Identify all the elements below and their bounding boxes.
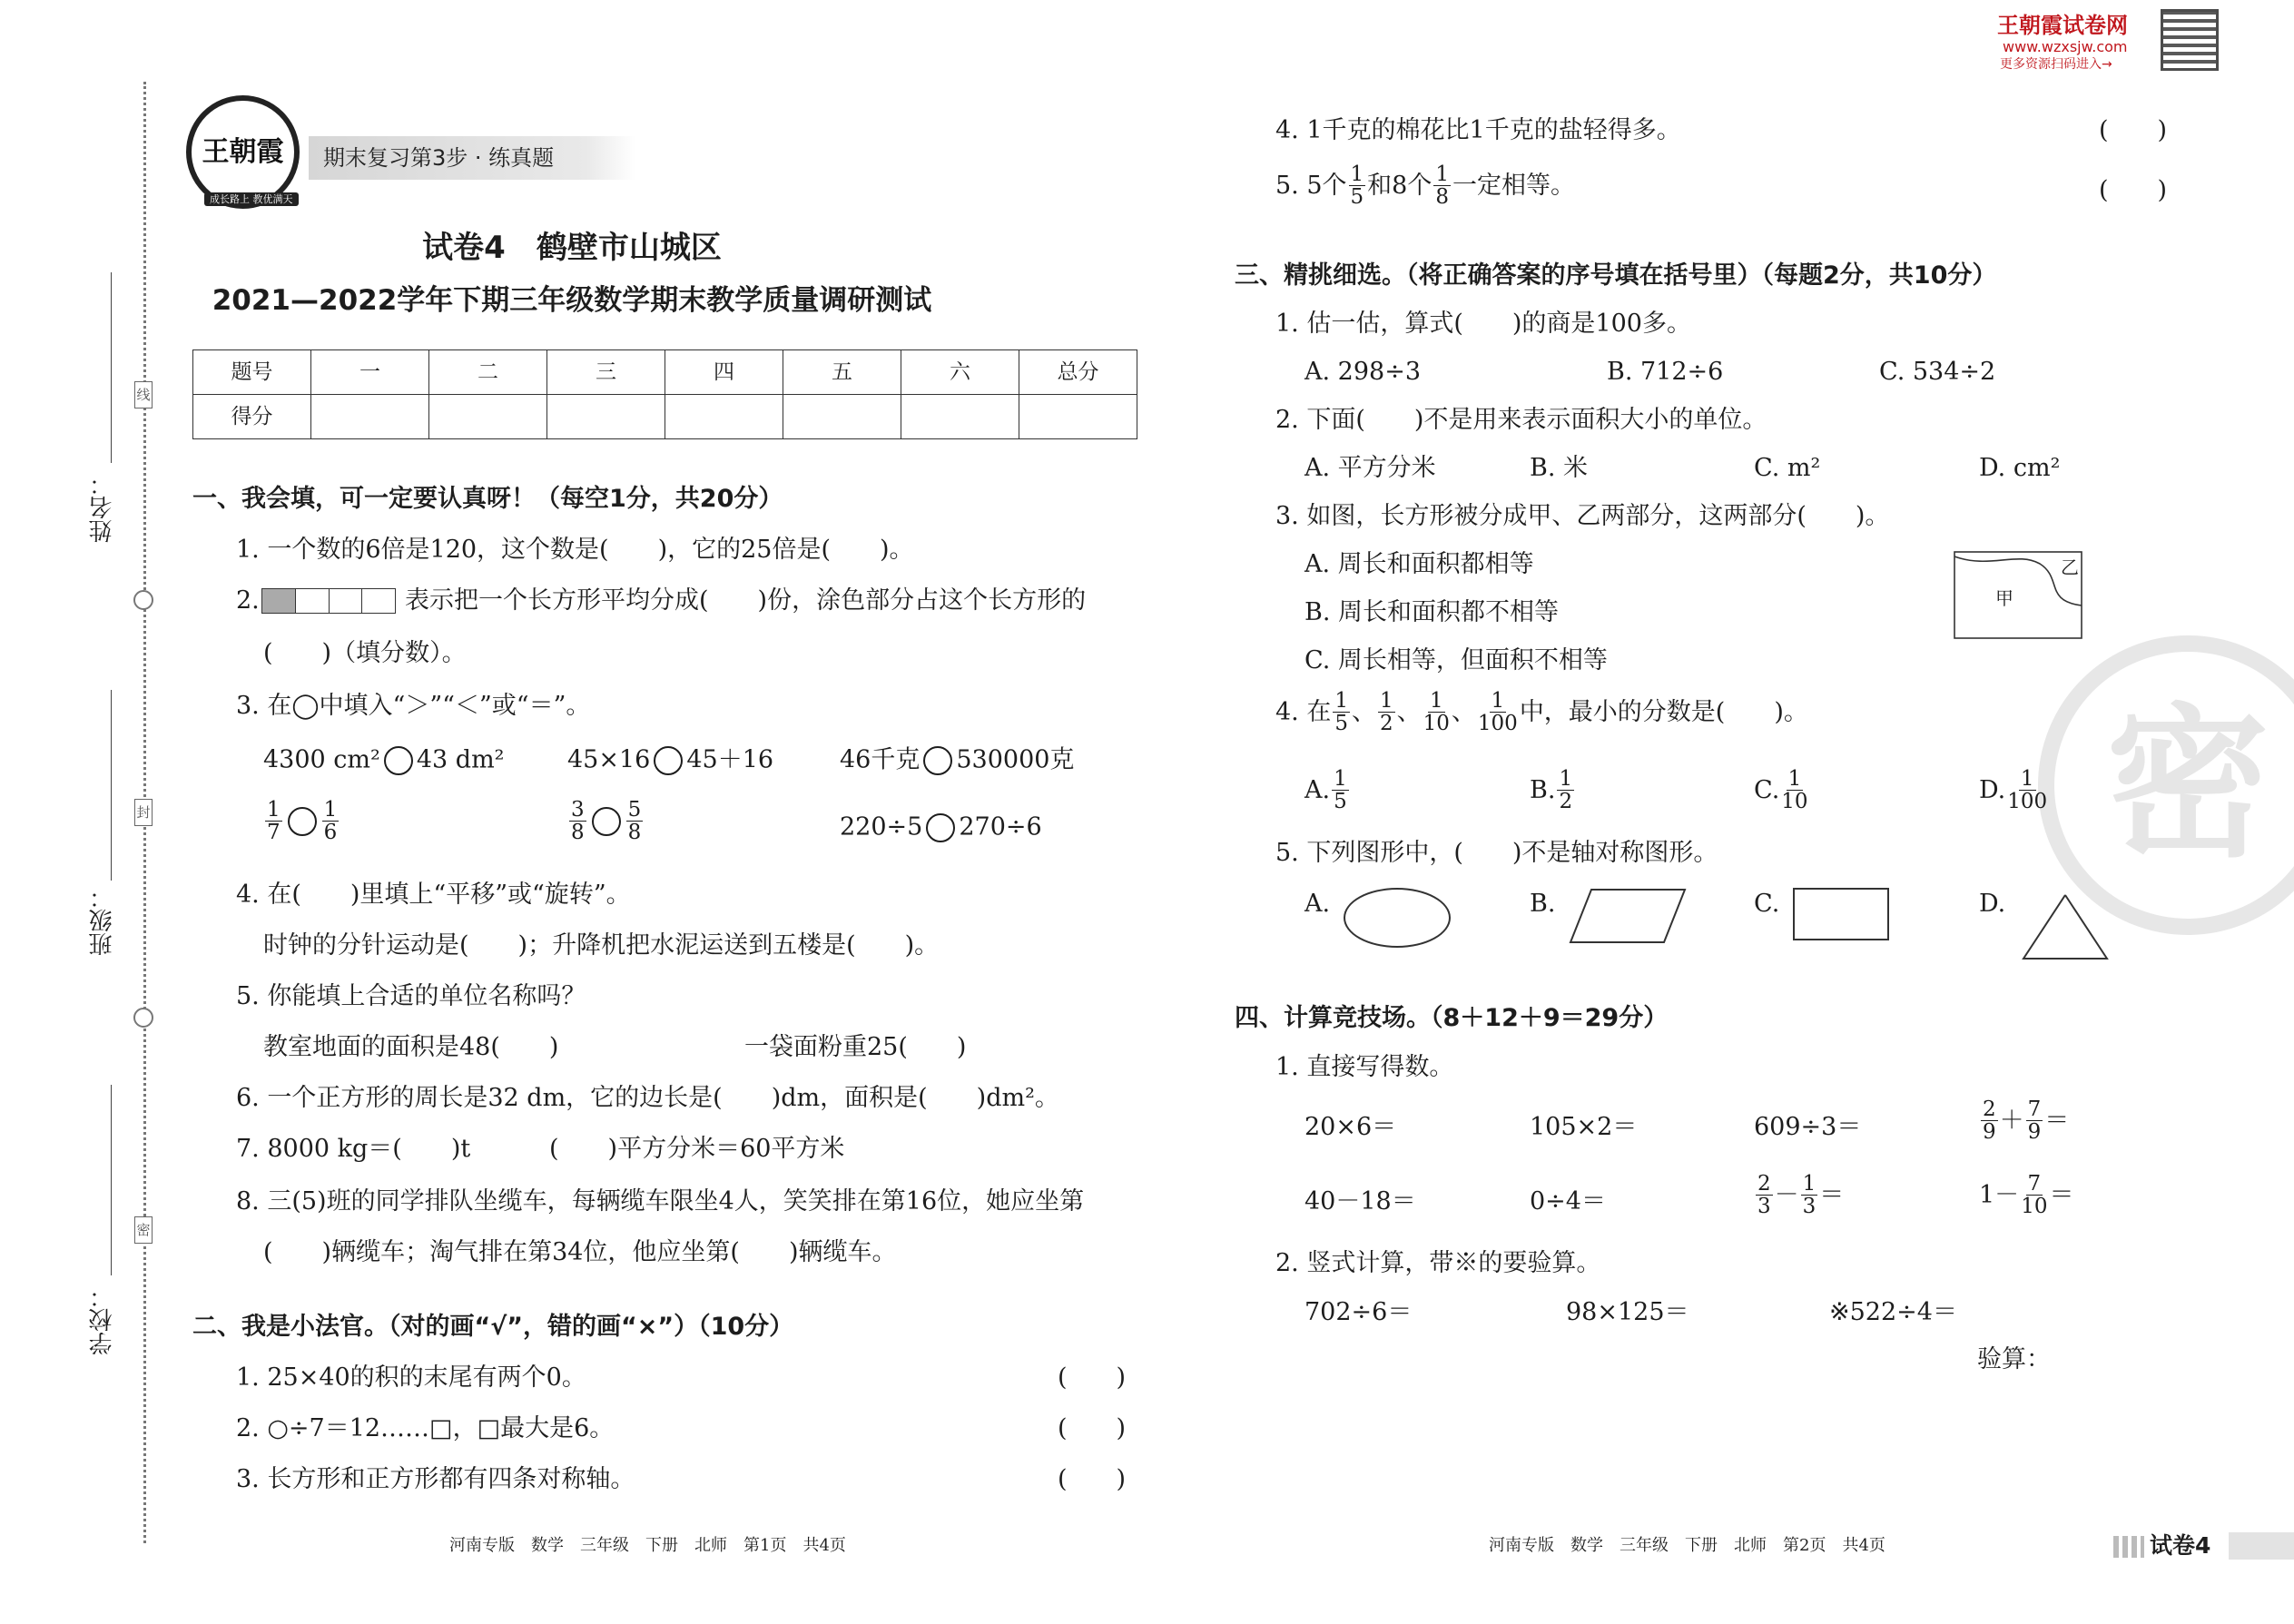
s3-question-1: 1. 估一估，算式( )的商是100多。 <box>1275 310 1691 338</box>
ellipse-shape-icon <box>1344 888 1451 948</box>
watermark-url: www.wzxsjw.com <box>2003 38 2128 55</box>
footer-right: 河南专版 数学 三年级 下册 北师 第2页 共4页 <box>1489 1536 1885 1555</box>
compare-right: 45＋16 <box>686 745 774 774</box>
logo-ribbon: 成长路上 教优满天 <box>204 192 299 206</box>
compare-left: 46千克 <box>840 745 921 774</box>
watermark-note: 更多资源扫码进入→ <box>2000 57 2112 72</box>
class-label: 班级： <box>89 885 116 956</box>
shaded-part <box>262 589 296 613</box>
section-4-heading: 四、计算竞技场。（8＋12＋9＝29分） <box>1235 1004 1669 1032</box>
compare-right: 43 dm² <box>416 745 505 774</box>
score-cell[interactable] <box>311 395 429 439</box>
s2-item-3: 3. 长方形和正方形都有四条对称轴。 <box>236 1465 635 1493</box>
stamp-watermark <box>2038 635 2294 935</box>
check-label: 验算： <box>1977 1345 2051 1373</box>
rect-part <box>296 589 330 613</box>
fraction: 1 2 <box>1379 689 1393 736</box>
fraction: 1 7 <box>267 798 281 845</box>
rectangle-shape-icon <box>1793 888 1889 940</box>
region-jia-label: 甲 <box>1995 587 2013 609</box>
compare-circle[interactable] <box>654 746 683 775</box>
divided-rectangle-figure <box>1954 551 2082 639</box>
triangle-shape-icon <box>2020 893 2111 962</box>
s3-q5-option-c[interactable]: C. <box>1754 890 1780 918</box>
footer-tag: 试卷4 <box>2150 1532 2211 1559</box>
fraction: 5 8 <box>627 798 642 845</box>
calc-item-fraction: 2 3 － 1 3 ＝ <box>1757 1172 1845 1219</box>
compare-circle[interactable] <box>592 807 621 836</box>
score-row-label: 得分 <box>193 395 311 439</box>
fraction: 2 3 <box>1757 1172 1771 1219</box>
logo-text: 王朝霞 <box>202 135 284 168</box>
score-cell[interactable] <box>665 395 783 439</box>
calc-item: 20×6＝ <box>1305 1113 1397 1141</box>
s3-q5-option-b[interactable]: B. <box>1530 890 1556 918</box>
s3-q3-option-b[interactable]: B. 周长和面积都不相等 <box>1305 598 1560 626</box>
rect-part <box>330 589 363 613</box>
s2-item-1: 1. 25×40的积的末尾有两个0。 <box>236 1363 586 1392</box>
fraction: 1 2 <box>1559 767 1573 814</box>
section-1-heading: 一、我会填，可一定要认真呀！（每空1分，共20分） <box>192 485 783 513</box>
s1-question-2-text: 表示把一个长方形平均分成( )份，涂色部分占这个长方形的 <box>405 586 1087 615</box>
s3-q4-pre: 4. 在 <box>1275 698 1332 727</box>
seal-circle-icon <box>133 1008 153 1028</box>
shaded-rectangle-figure <box>261 588 396 614</box>
compare-circle[interactable] <box>384 746 413 775</box>
calc-item-fraction: 2 9 ＋ 7 9 ＝ <box>1983 1097 2070 1145</box>
score-header-cell: 六 <box>901 350 1019 395</box>
stamp-char: 密 <box>2105 690 2269 880</box>
s3-q4-option-b[interactable]: B. 1 2 <box>1530 767 1573 814</box>
s1-question-6: 6. 一个正方形的周长是32 dm，它的边长是( )dm，面积是( )dm²。 <box>236 1084 1059 1112</box>
s3-q4-post: 中，最小的分数是( )。 <box>1519 698 1808 727</box>
region-yi-label: 乙 <box>2061 556 2079 578</box>
fraction: 1 5 <box>1334 689 1348 736</box>
s3-q1-option-b[interactable]: B. 712÷6 <box>1607 358 1724 386</box>
vertical-calc-item: 98×125＝ <box>1566 1298 1689 1326</box>
s3-q2-option-b[interactable]: B. 米 <box>1530 454 1589 482</box>
s3-q2-option-d[interactable]: D. cm² <box>1979 454 2061 482</box>
s3-q4-option-c[interactable]: C. 1 10 <box>1754 767 1808 814</box>
answer-paren[interactable]: ( ) <box>2099 116 2168 144</box>
calc-item: 609÷3＝ <box>1754 1113 1862 1141</box>
s3-q4-option-a[interactable]: A. 1 5 <box>1305 767 1347 814</box>
fraction: 1 3 <box>1802 1172 1816 1219</box>
s2-item-5-pre: 5. 5个 <box>1275 172 1347 201</box>
s3-q2-option-a[interactable]: A. 平方分米 <box>1305 454 1436 482</box>
fraction: 1 10 <box>1423 689 1450 736</box>
class-line <box>111 690 112 881</box>
score-header-cell: 二 <box>429 350 547 395</box>
section-2-heading: 二、我是小法官。（对的画“√”，错的画“×”）（10分） <box>192 1313 794 1341</box>
s3-question-2: 2. 下面( )不是用来表示面积大小的单位。 <box>1275 406 1767 434</box>
s3-q4-option-d[interactable]: D. 1 100 <box>1979 767 2048 814</box>
answer-paren[interactable]: ( ) <box>2099 176 2168 204</box>
s3-q1-option-c[interactable]: C. 534÷2 <box>1879 358 1996 386</box>
compare-item-3 <box>840 746 1074 775</box>
footer-left: 河南专版 数学 三年级 下册 北师 第1页 共4页 <box>449 1536 846 1555</box>
compare-item-4 <box>263 799 340 843</box>
s3-q2-option-c[interactable]: C. m² <box>1754 454 1821 482</box>
s3-q5-option-d[interactable]: D. <box>1979 890 2006 918</box>
fraction: 3 8 <box>571 798 585 845</box>
s4-question-1: 1. 直接写得数。 <box>1275 1053 1454 1081</box>
score-header-cell: 总分 <box>1019 350 1137 395</box>
score-cell[interactable] <box>429 395 547 439</box>
footer-dots-icon <box>2113 1536 2144 1558</box>
fraction: 1 5 <box>1350 162 1364 210</box>
compare-right: 270÷6 <box>959 812 1042 842</box>
answer-paren[interactable]: ( ) <box>1058 1363 1127 1392</box>
s3-q5-option-a[interactable]: A. <box>1305 890 1331 918</box>
s1-question-5-a: 教室地面的面积是48( ) <box>263 1033 559 1061</box>
school-label: 学校： <box>89 1284 116 1355</box>
score-cell[interactable] <box>1019 395 1137 439</box>
s1-question-5: 5. 你能填上合适的单位名称吗？ <box>236 982 586 1010</box>
name-label: 姓名： <box>89 472 116 543</box>
fraction: 1 100 <box>1477 689 1518 736</box>
score-header-cell: 三 <box>547 350 665 395</box>
fraction: 1 5 <box>1334 767 1347 814</box>
section-3-heading: 三、精挑细选。（将正确答案的序号填在括号里）（每题2分，共10分） <box>1235 261 1997 290</box>
rect-part <box>362 589 395 613</box>
s2-item-4: 4. 1千克的棉花比1千克的盐轻得多。 <box>1275 116 1681 144</box>
calc-item-fraction: 1－ 7 10 ＝ <box>1979 1172 2074 1219</box>
s1-question-8-cont: ( )辆缆车；淘气排在第34位，他应坐第( )辆缆车。 <box>263 1238 897 1266</box>
s1-question-7-b: ( )平方分米＝60平方米 <box>549 1135 845 1163</box>
calc-item: 105×2＝ <box>1530 1113 1638 1141</box>
compare-item-5 <box>567 799 645 843</box>
watermark-name: 王朝霞试卷网 <box>1997 13 2128 38</box>
seal-mark-2: 封 <box>134 799 153 826</box>
s3-question-5: 5. 下列图形中，( )不是轴对称图形。 <box>1275 839 1718 867</box>
s1-question-4-text: 时钟的分针运动是( )；升降机把水泥运送到五楼是( )。 <box>263 931 940 960</box>
compare-left: 45×16 <box>567 745 651 774</box>
score-cell[interactable] <box>547 395 665 439</box>
calc-item: 40－18＝ <box>1305 1187 1416 1216</box>
score-table-header-row <box>193 350 1137 395</box>
calc-item: 0÷4＝ <box>1530 1187 1606 1216</box>
s3-q1-option-a[interactable]: A. 298÷3 <box>1305 358 1421 386</box>
s4-question-2: 2. 竖式计算，带※的要验算。 <box>1275 1249 1601 1277</box>
s3-q3-option-c[interactable]: C. 周长相等，但面积不相等 <box>1305 646 1608 674</box>
answer-paren[interactable]: ( ) <box>1058 1414 1127 1442</box>
score-header-cell: 五 <box>783 350 901 395</box>
fraction: 1 100 <box>2007 767 2048 814</box>
step-banner: 期末复习第3步 · 练真题 <box>309 136 635 180</box>
score-table <box>192 349 1137 439</box>
compare-circle[interactable] <box>288 807 317 836</box>
seal-circle-icon <box>133 590 153 610</box>
fraction: 1 8 <box>1435 162 1449 210</box>
score-header-cell: 题号 <box>193 350 311 395</box>
seal-mark-1: 线 <box>134 381 153 408</box>
fraction: 7 9 <box>2027 1097 2042 1145</box>
score-table-score-row <box>193 395 1137 439</box>
s3-q3-option-a[interactable]: A. 周长和面积都相等 <box>1305 550 1534 578</box>
score-header-cell: 四 <box>665 350 783 395</box>
s1-question-8: 8. 三(5)班的同学排队坐缆车，每辆缆车限坐4人，笑笑排在第16位，她应坐第 <box>236 1187 1085 1216</box>
compare-circle[interactable] <box>926 813 955 842</box>
s1-question-2-number: 2. <box>236 586 260 615</box>
compare-item-2 <box>567 746 773 775</box>
footer-bar <box>2229 1532 2294 1560</box>
compare-item-6 <box>840 813 1042 842</box>
s1-question-3: 3. 在◯中填入“＞”“＜”或“＝”。 <box>236 692 591 720</box>
vertical-calc-item: 702÷6＝ <box>1305 1298 1413 1326</box>
score-cell[interactable] <box>783 395 901 439</box>
compare-circle[interactable] <box>923 746 952 775</box>
s1-question-1: 1. 一个数的6倍是120，这个数是( )，它的25倍是( )。 <box>236 536 914 564</box>
compare-left: 4300 cm² <box>263 745 380 774</box>
s1-question-7-a: 7. 8000 kg＝( )t <box>236 1135 471 1163</box>
qr-code-icon <box>2161 9 2219 71</box>
s2-item-5-mid: 和8个 <box>1367 172 1433 201</box>
compare-item-1 <box>263 746 505 775</box>
s1-question-4: 4. 在( )里填上“平移”或“旋转”。 <box>236 881 631 909</box>
parallelogram-shape-icon <box>1569 888 1687 944</box>
fraction: 1 6 <box>323 798 338 845</box>
score-cell[interactable] <box>901 395 1019 439</box>
school-line <box>111 1085 112 1275</box>
s3-question-3: 3. 如图，长方形被分成甲、乙两部分，这两部分( )。 <box>1275 502 1890 530</box>
seal-mark-3: 密 <box>134 1216 153 1244</box>
compare-right: 530000克 <box>956 745 1075 774</box>
s1-question-5-b: 一袋面粉重25( ) <box>744 1033 967 1061</box>
vertical-calc-item: ※522÷4＝ <box>1829 1298 1957 1326</box>
s2-item-2: 2. ○÷7＝12……□，□最大是6。 <box>236 1414 615 1442</box>
fraction: 1 10 <box>1781 767 1808 814</box>
s2-item-5 <box>1275 163 1575 208</box>
s2-item-5-post: 一定相等。 <box>1452 172 1575 201</box>
page-subtitle: 2021—2022学年下期三年级数学期末教学质量调研测试 <box>212 284 932 317</box>
fraction: 7 10 <box>2021 1172 2048 1219</box>
score-header-cell: 一 <box>311 350 429 395</box>
answer-paren[interactable]: ( ) <box>1058 1465 1127 1493</box>
s1-question-2-text-cont: ( )（填分数）。 <box>263 639 467 667</box>
compare-left: 220÷5 <box>840 812 923 842</box>
page-title: 试卷4 鹤壁市山城区 <box>422 230 722 266</box>
s3-question-4: 4. 在 1 5 、 1 2 、 1 10 、 1 100 中，最小的分数是( )。 <box>1275 689 1808 736</box>
fraction: 2 9 <box>1983 1097 1996 1145</box>
